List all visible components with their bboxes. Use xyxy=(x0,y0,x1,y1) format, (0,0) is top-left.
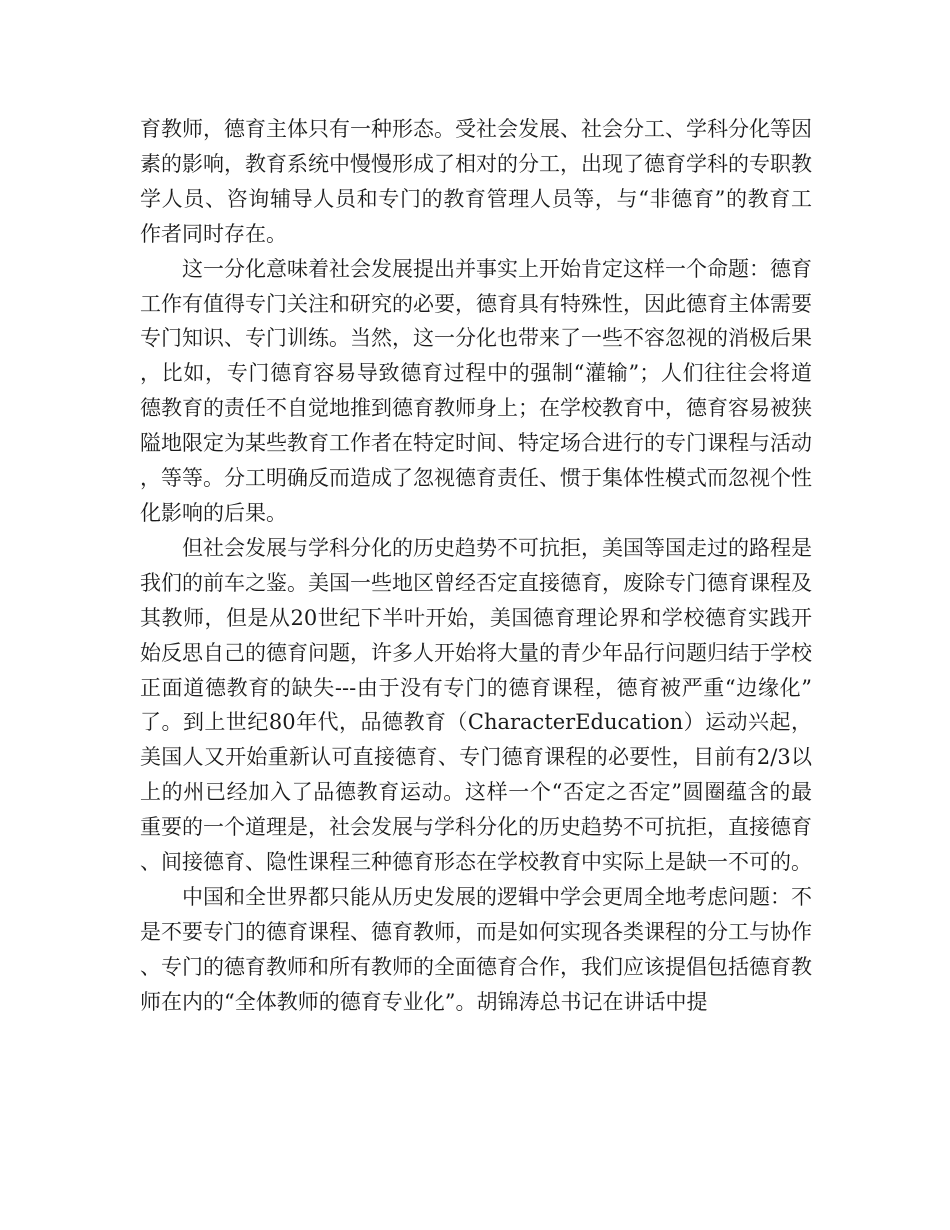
paragraph-3: 但社会发展与学科分化的历史趋势不可抗拒，美国等国走过的路程是我们的前车之鉴。美国一些地区曾经否定直接德育，废除专门德育课程及其教师，但是从20世纪下半叶开始，美国德育理论界和学校德育实践开始反思自己的德育问题，许多人开始将大量的青少年品行问题归结于学校正面道德教育的缺失---由于没有专门的德育课程，德育被严重“边缘化”了。到上世纪80年代，品德教育（CharacterEducation）运动兴起，美国人又开始重新认可直接德育、专门德育课程的必要性，目前有2/3以上的州已经加入了品德教育运动。这样一个“否定之否定”圆圈蕴含的最重要的一个道理是，社会发展与学科分化的历史趋势不可抗拒，直接德育、间接德育、隐性课程三种德育形态在学校教育中实际上是缺一不可的。 xyxy=(140,535,812,875)
paragraph-1: 育教师，德育主体只有一种形态。受社会发展、社会分工、学科分化等因素的影响，教育系统中慢慢形成了相对的分工，出现了德育学科的专职教学人员、咨询辅导人员和专门的教育管理人员等，与“非德育”的教育工作者同时存在。 xyxy=(140,117,812,246)
document-page xyxy=(140,112,812,1020)
paragraph-2: 这一分化意味着社会发展提出并事实上开始肯定这样一个命题：德育工作有值得专门关注和研究的必要，德育具有特殊性，因此德育主体需要专门知识、专门训练。当然，这一分化也带来了一些不容忽视的消极后果，比如，专门德育容易导致德育过程中的强制“灌输”；人们往往会将道德教育的责任不自觉地推到德育教师身上；在学校教育中，德育容易被狭隘地限定为某些教育工作者在特定时间、特定场合进行的专门课程与活动，等等。分工明确反而造成了忽视德育责任、惯于集体性模式而忽视个性化影响的后果。 xyxy=(140,256,812,525)
paragraph-4: 中国和全世界都只能从历史发展的逻辑中学会更周全地考虑问题：不是不要专门的德育课程、德育教师，而是如何实现各类课程的分工与协作、专门的德育教师和所有教师的全面德育合作，我们应该提倡包括德育教师在内的“全体教师的德育专业化”。胡锦涛总书记在讲话中提 xyxy=(140,884,812,1014)
